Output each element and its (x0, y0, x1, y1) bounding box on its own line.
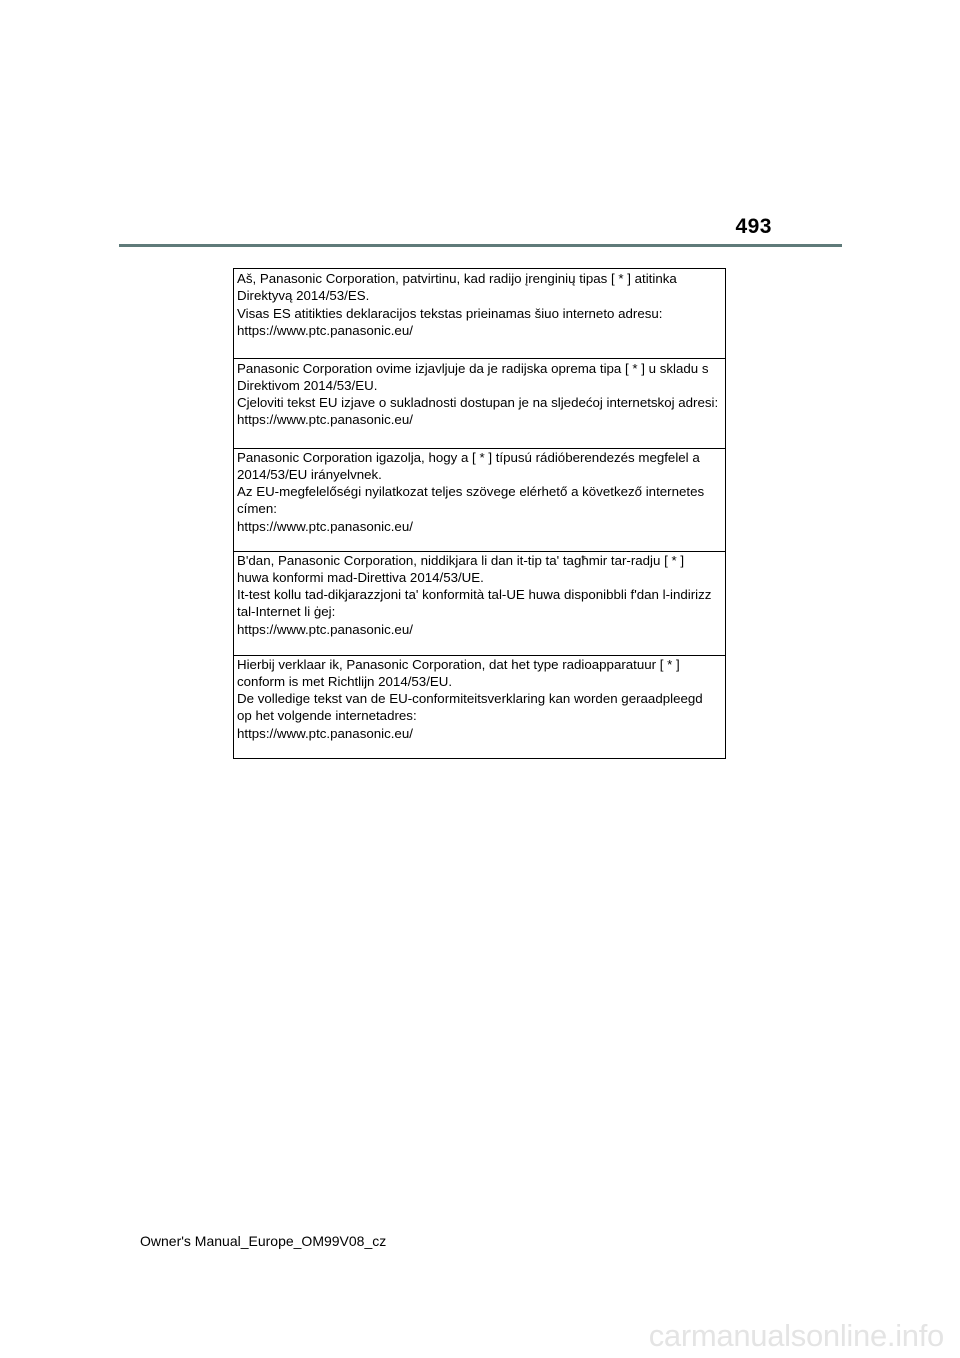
declaration-line: B'dan, Panasonic Corporation, niddikjara li dan it-tip ta' tagħmir tar-radju [ * ] (237, 552, 685, 568)
footer-manual-id: Owner's Manual_Europe_OM99V08_cz (140, 1233, 387, 1249)
declaration-line: Hierbij verklaar ik, Panasonic Corporation, dat het type radioapparatuur [ * ] (237, 656, 680, 672)
declaration-line: conform is met Richtlijn 2014/53/EU. (237, 673, 453, 689)
declaration-cell-mt (234, 551, 725, 655)
declaration-line: Az EU-megfelelőségi nyilatkozat teljes szövege elérhető a következő internetes (237, 484, 705, 500)
declaration-line: Cjeloviti tekst EU izjave o sukladnosti dostupan je na sljedećoj internetskoj adresi: (237, 395, 719, 411)
declaration-line: 2014/53/EU irányelvnek. (237, 466, 382, 482)
declaration-line: huwa konformi mad-Direttiva 2014/53/UE. (237, 569, 484, 585)
declaration-line: https://www.ptc.panasonic.eu/ (237, 412, 413, 428)
declaration-table (233, 268, 726, 759)
declaration-line: Direktyvą 2014/53/ES. (237, 288, 370, 304)
declaration-line: Panasonic Corporation ovime izjavljuje da je radijska oprema tipa [ * ] u skladu s (237, 360, 709, 376)
declaration-cell-hr (234, 358, 725, 448)
declaration-line: op het volgende internetadres: (237, 708, 417, 724)
declaration-line: Aš, Panasonic Corporation, patvirtinu, kad radijo įrenginių tipas [ * ] atitinka (237, 271, 677, 286)
declaration-line: Visas ES atitikties deklaracijos tekstas prieinamas šiuo interneto adresu: (237, 305, 663, 321)
declaration-line: Direktivom 2014/53/EU. (237, 377, 378, 393)
declaration-line: https://www.ptc.panasonic.eu/ (237, 621, 413, 637)
declaration-line: Panasonic Corporation igazolja, hogy a [ * ] típusú rádióberendezés megfelel a (237, 449, 700, 465)
declaration-line: https://www.ptc.panasonic.eu/ (237, 322, 413, 338)
declaration-cell-lt (234, 269, 725, 358)
watermark: carmanualsonline.info (648, 1318, 944, 1353)
declaration-line: https://www.ptc.panasonic.eu/ (237, 518, 413, 534)
declaration-cell-hu (234, 448, 725, 551)
declaration-line: It-test kollu tad-dikjarazzjoni ta' konformità tal-UE huwa disponibbli f'dan l-indirizz (237, 587, 712, 603)
declaration-cell-nl (234, 655, 725, 758)
declaration-line: címen: (237, 501, 277, 517)
declaration-line: De volledige tekst van de EU-conformiteitsverklaring kan worden geraadpleegd (237, 691, 703, 707)
page-number: 493 (735, 215, 772, 238)
declaration-line: tal-Internet li ġej: (237, 604, 336, 620)
header-rule (119, 244, 842, 247)
declaration-line: https://www.ptc.panasonic.eu/ (237, 725, 413, 741)
